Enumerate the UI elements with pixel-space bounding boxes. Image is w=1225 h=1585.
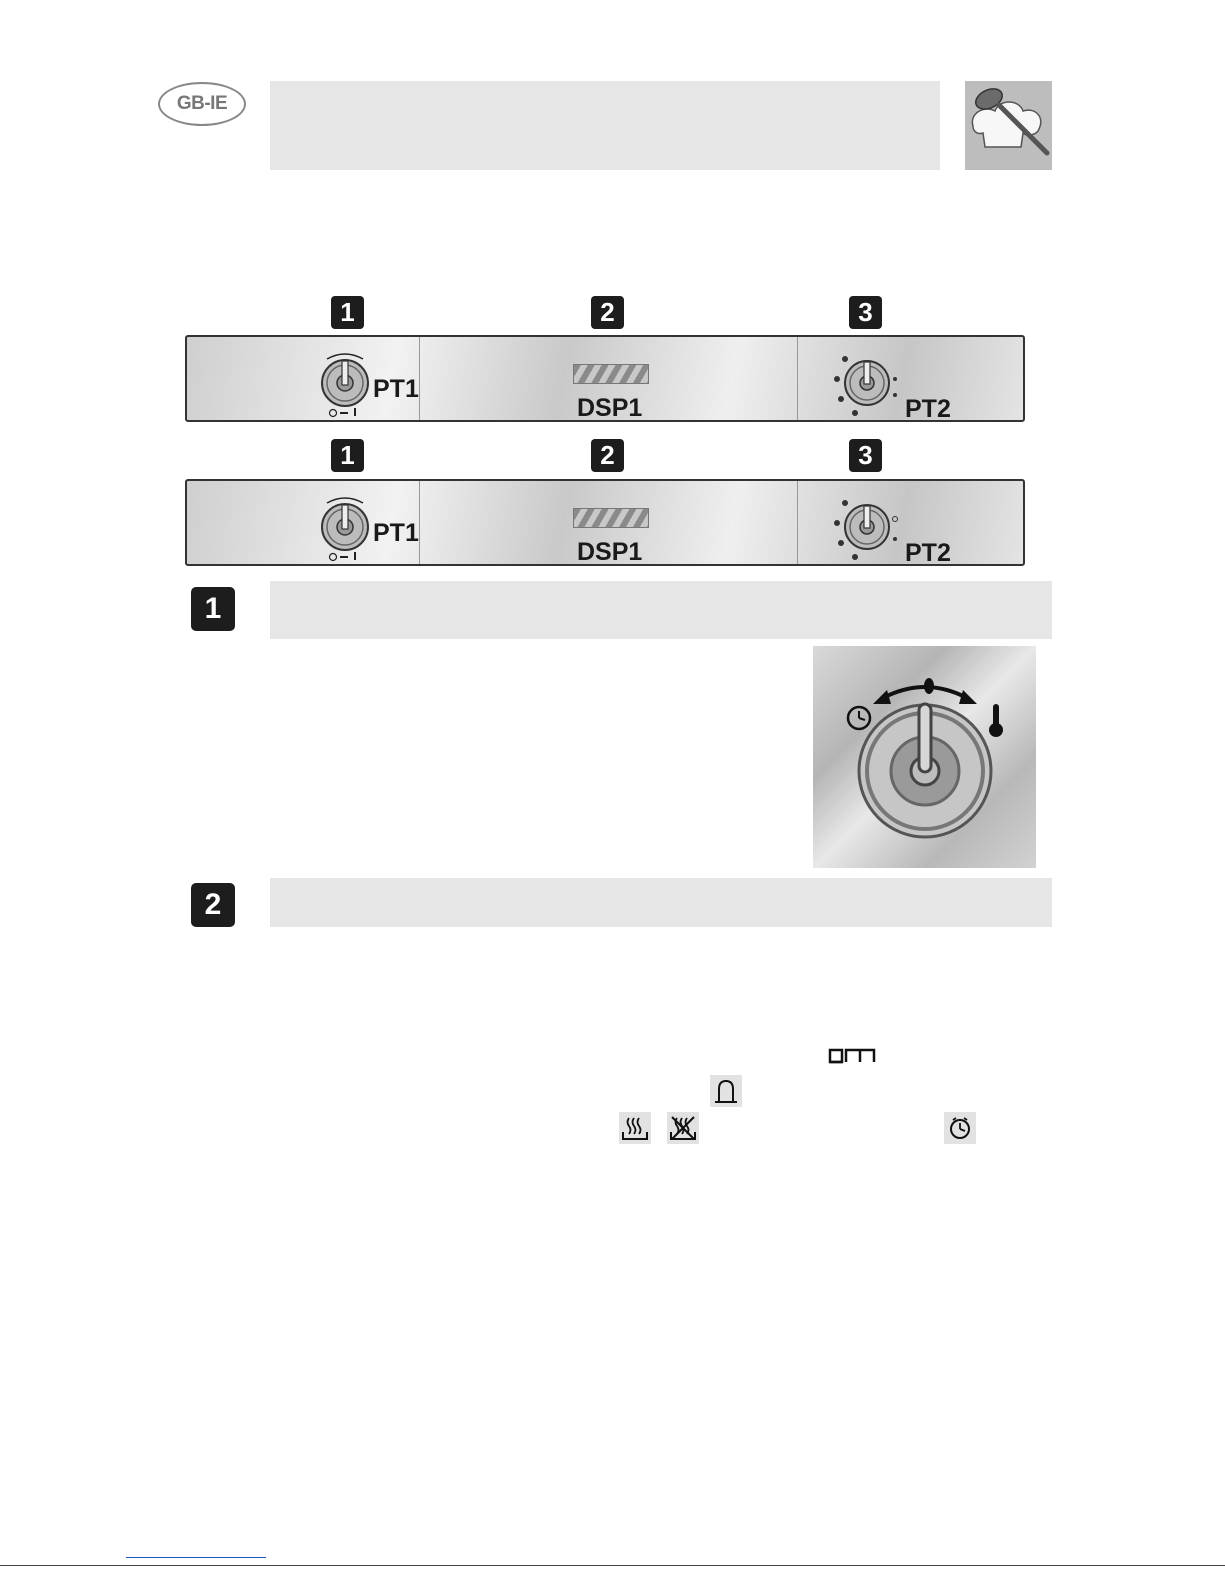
section-1-number: 1 [191,587,235,631]
footer-link-underline[interactable] [126,1557,266,1558]
knob-pt1[interactable] [315,487,375,563]
control-panel-1 [185,335,1025,422]
knob-pt2[interactable] [827,345,907,421]
control-panel-2 [185,479,1025,566]
heating-off-icon [667,1112,699,1144]
callout-2: 2 [591,439,624,472]
knob-closeup-image [813,646,1036,868]
footer-rule [0,1565,1225,1566]
knob-pt2[interactable] [827,489,907,565]
knob-pt1[interactable] [315,343,375,419]
heating-icon [619,1112,651,1144]
display-dsp1-label: DSP1 [577,538,643,566]
knob-pt2-label: PT2 [905,539,951,567]
knob-pt2-label: PT2 [905,395,951,423]
spoon-chef-hat-icon [965,81,1052,170]
section-2-heading-bar [270,878,1052,927]
callout-3: 3 [849,296,882,329]
callout-1: 1 [331,296,364,329]
language-badge: GB-IE [158,82,246,126]
page-title-bar [270,81,940,170]
callout-2: 2 [591,296,624,329]
clock-icon [944,1112,976,1144]
section-2-number: 2 [191,883,235,927]
section-1-heading-bar [270,581,1052,639]
display-dsp1-label: DSP1 [577,394,643,422]
callout-3: 3 [849,439,882,472]
callout-1: 1 [331,439,364,472]
knob-pt1-label: PT1 [373,519,419,547]
display-dsp1 [573,364,649,384]
oven-symbol-icon [828,1045,876,1065]
bell-icon [710,1075,742,1107]
knob-pt1-label: PT1 [373,375,419,403]
display-dsp1 [573,508,649,528]
